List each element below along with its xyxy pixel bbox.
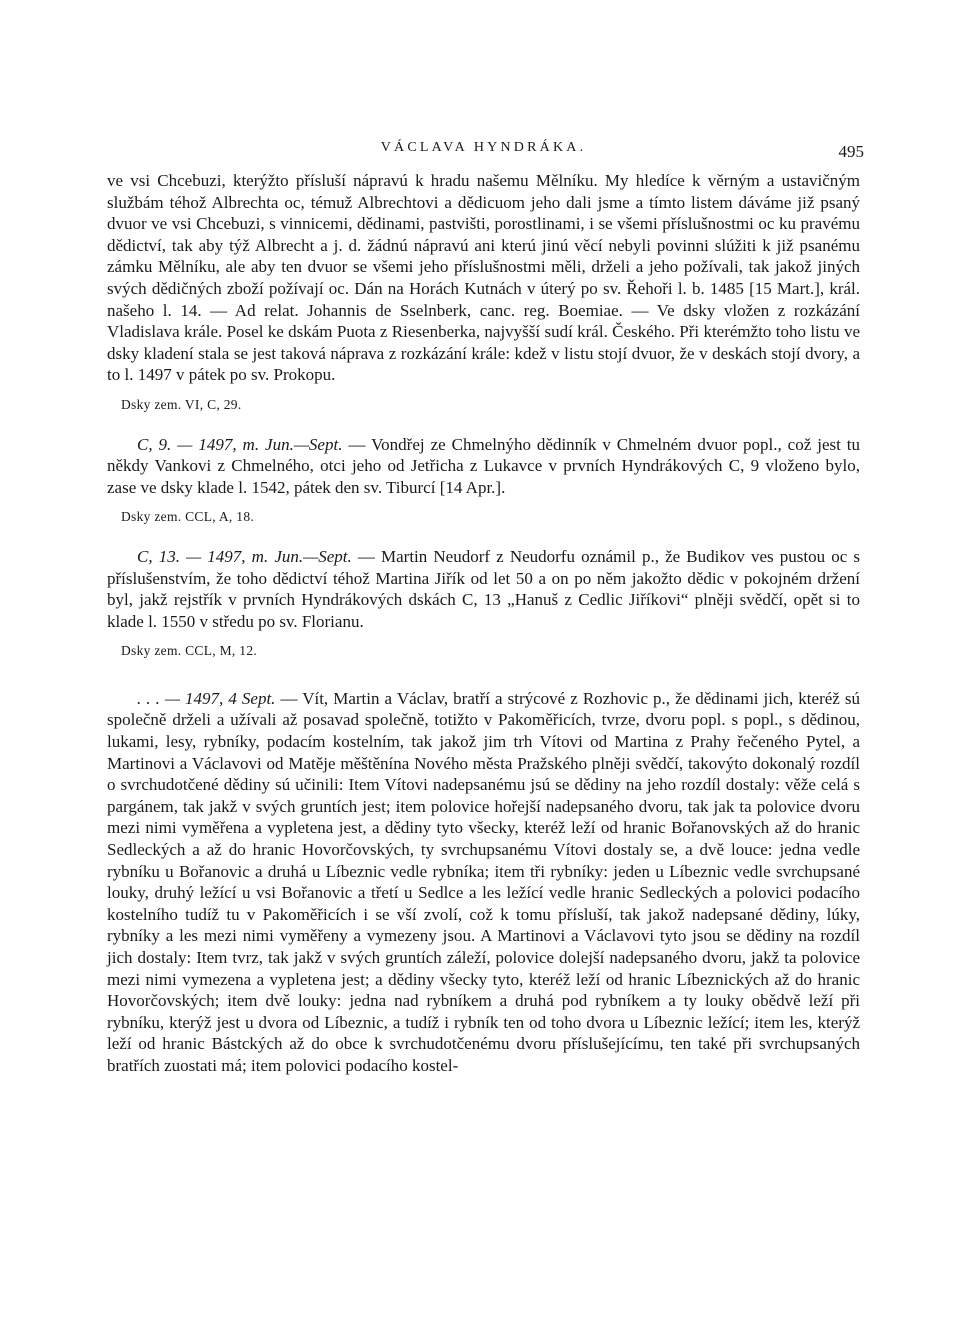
running-title: VÁCLAVA HYNDRÁKA. xyxy=(380,140,587,155)
entry-text: — Martin Neudorf z Neudorfu oznámil p., že Budikov ves pustou oc s příslušenstvím, že toho dědictví téhož Martina Jiřík od let 50 a on po něm jakožto dědic v pokojném držení byl, jakž rejstřík v prvních Hyndrákových dskách C, 13 „Hanuš z Cedlic Jiříkovi“ plněji svědčí, opět si to klade l. 1550 v středu po sv. Florianu. xyxy=(107,546,860,631)
page-number: 495 xyxy=(838,142,864,161)
entry-text: — Vondřej ze Chmelnýho dědinník v Chmelném dvuor popl., což jest tu někdy Vankovi z Chmelného, otci jeho od Jetřicha z Lukavce v prvních Hyndrákových C, 9 vloženo bylo, zase ve dsky klade l. 1542, pátek den sv. Tiburcí [14 Apr.]. xyxy=(107,434,861,497)
entry-paragraph xyxy=(107,434,860,499)
running-head xyxy=(107,130,864,170)
source-citation: Dsky zem. VI, C, 29. xyxy=(121,396,242,412)
entry-paragraph xyxy=(107,170,860,386)
source-citation: Dsky zem. CCL, A, 18. xyxy=(121,509,255,525)
entry-lead: . . . — 1497, 4 Sept. xyxy=(137,688,276,708)
source-citation: Dsky zem. CCL, M, 12. xyxy=(121,643,258,659)
entry-paragraph xyxy=(107,546,860,632)
entry-text: ve vsi Chcebuzi, kterýžto přísluší nápravú k hradu našemu Mělníku. My hledíce k věrným a ustavičným službám téhož Albrechta oc, témuž Albrechtovi a dědicuom jeho dali jsme a tímto listem dáváme již psaný dvuor ve vsi Chcebuzi, s vinnicemi, dědinami, pastvišti, porostlinami, i se všemi příslušnostmi oc ku pravému dědictví, tak aby týž Albrecht a j. d. žádnú nápravú ani kterú jinú věcí nebyli povinni slúžiti k již psanému zámku Mělníku, ale aby ten dvuor se všemi jeho příslušnostmi měli, drželi a jeho požívali, tak jakož jiných svých dědičných zboží požívají oc. Dán na Horách Kutnách v úterý po sv. Řehoři l. b. 1485 [15 Mart.], král. našeho l. 14. — Ad relat. Johannis de Sselnberk, canc. reg. Boemiae. — Ve dsky vložen z rozkázání Vladislava krále. Posel ke dskám Puota z Riesenberka, najvyšší sudí král. Českého. Při kterémžto toho listu ve dsky kladení stala se jest taková náprava z rozkázání krále: kdež v listu stojí dvuor, že v deskách stojí dvory, a to l. 1497 v pátek po sv. Prokopu. xyxy=(107,171,860,385)
entry-lead: C, 9. — 1497, m. Jun.—Sept. xyxy=(137,434,343,454)
page xyxy=(107,130,864,1077)
entry-lead: C, 13. — 1497, m. Jun.—Sept. xyxy=(137,546,352,566)
entry-text: — Vít, Martin a Václav, bratří a strýcové z Rozhovic p., že dědinami jich, kteréž sú společně drželi a užívali až posavad společně, totižto v Pakoměřicích, tvrze, dvoru popl. s popl., s dědinou, lukami, lesy, rybníky, podacím kostelním, tak jakož jim trh Vítovi od Martina z Prahy řečeného Pytel, a Martinovi a Václavovi od Matěje měštěnína Nového města Pražského plněji svědčí, takovýto dokonalý rozdíl o svrchudotčené dědiny sú učinili: Item Vítovi nadepsanému jsú se dědiny na jeho rozdíl dostaly: věže celá s pargánem, tak jakž v svých gruntích jest; item polovice hořejší nadepsaného dvoru, tak jak ta polovice dvoru mezi nimi vyměřena a vypletena jest, a dědiny tyto všecky, kteréž leží od hranic Bořanovských až do hranic Sedleckých a až do hranic Hovorčovských, ty svrchupsanému Vítovi dostaly se, a dvě louce: jedna vedle rybníku u Bořanovic a druhá u Líbeznic vedle rybníka; item tři rybníky: jeden u Líbeznic vedle svrchupsané louky, druhý ležící u vsi Bořanovic a třetí u Sedlce a les ležící vedle hranic Sedleckých a polovici podacího kostelního tudíž tu v Pakoměřicích i se vší zvolí, což k tomu přísluší, tak jakož nadepsané dědiny, lúky, rybníky a les mezi nimi vyměřeny a vymezeny jsou. A Martinovi a Václavovi tyto jsou se dědiny na rozdíl jich dostaly: Item tvrz, tak jakž v svých gruntích záleží, polovice dolejší nadepsaného dvoru, jakž ta polovice mezi nimi vymezena a vypletena jest; a dědiny všecky tyto, kteréž leží od hranic Líbeznických až do hranic Hovorčovských; item dvě louky: jedna nad rybníkem a druhá pod rybníkem a ty louky obědvě leží při rybníku, kterýž jest u dvora od Líbeznic, a tudíž i rybník ten od toho dvora u Líbeznic ležící; item les, kterýž leží od hranic Bástckých až do obce k svrchudotčenému dvoru příslušejícímu, ten také při svrchupsaných bratřích zuostati má; item polovici podacího kostel- xyxy=(107,688,860,1075)
entry-paragraph xyxy=(107,688,860,1077)
